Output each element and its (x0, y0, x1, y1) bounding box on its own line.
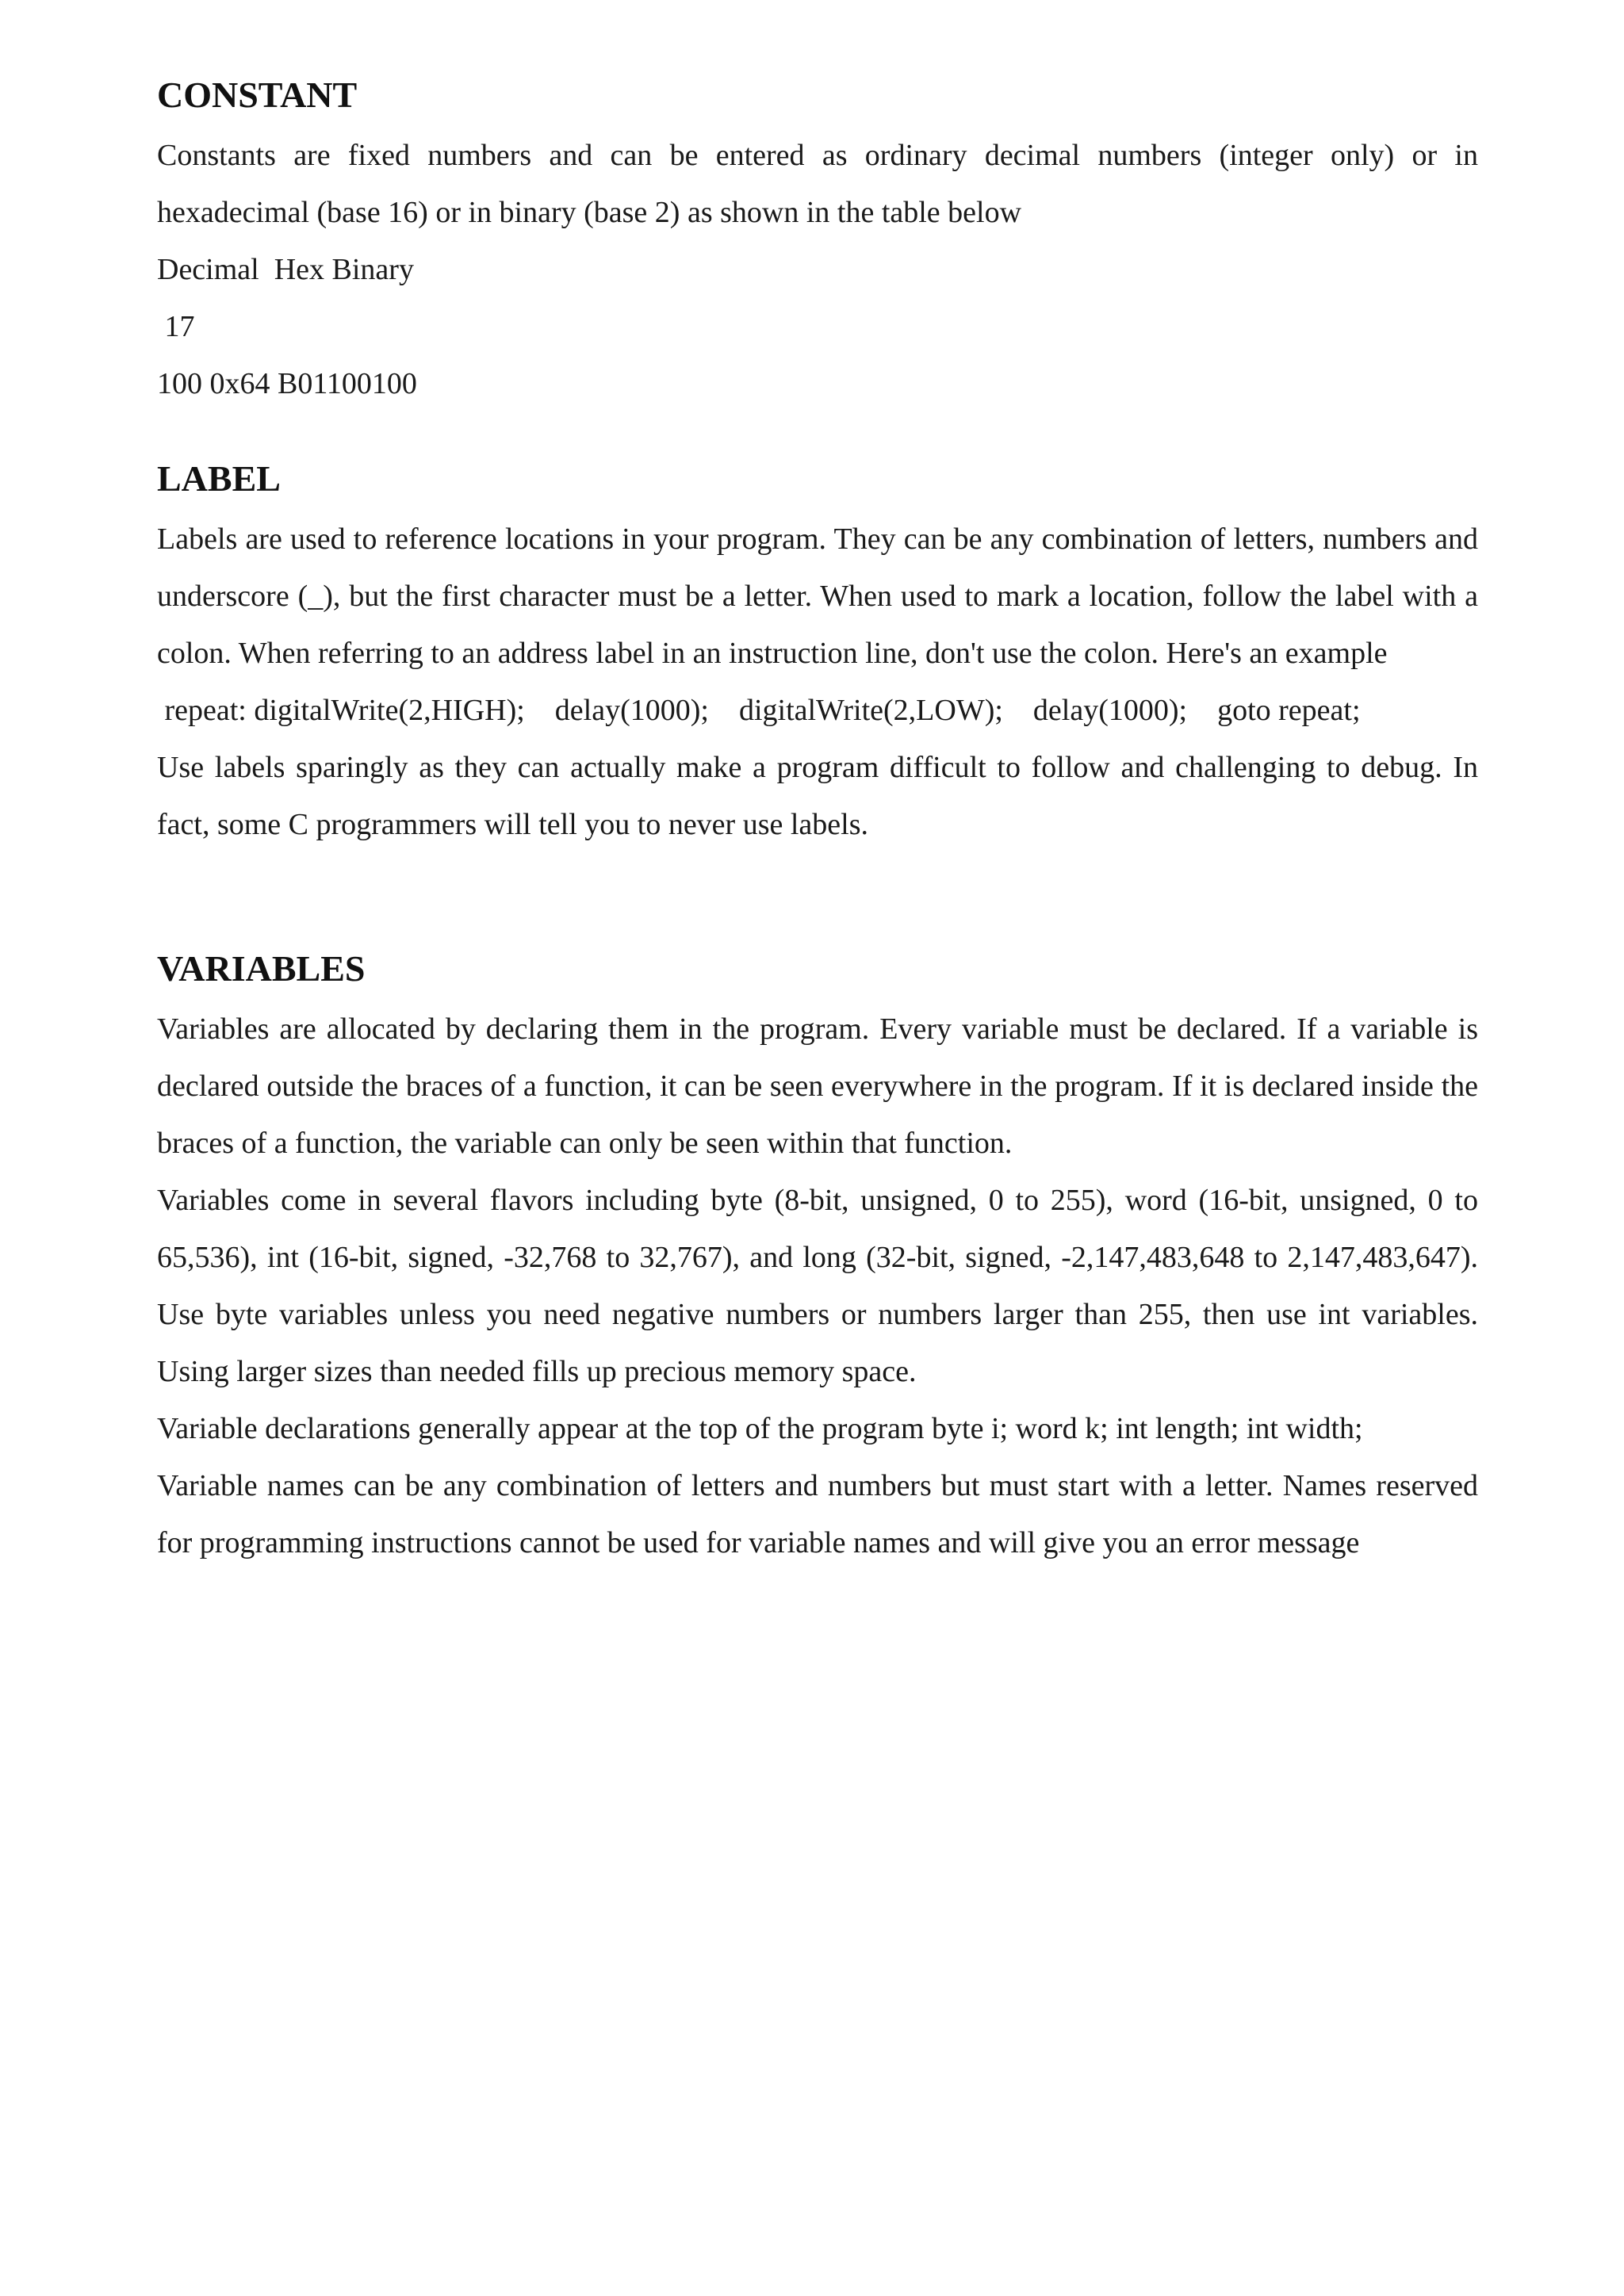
constant-table-row-2: 100 0x64 B01100100 (157, 367, 417, 400)
variables-section (157, 945, 1478, 1571)
constant-intro-paragraph: Constants are fixed numbers and can be entered as ordinary decimal numbers (integer only) or in hexadecimal (base 16) or in binary (base 2) as shown in the table below (157, 139, 1478, 229)
section-spacer (157, 853, 1478, 945)
variables-paragraph-4: Variable names can be any combination of letters and numbers but must start with a letter. Names reserved for programming instructions cannot be used for variable names and will give you an error message (157, 1469, 1478, 1559)
label-code-example: repeat: digitalWrite(2,HIGH); delay(1000); digitalWrite(2,LOW); delay(1000); goto repeat; (157, 694, 1361, 727)
section-spacer (157, 412, 1478, 455)
label-intro-paragraph: Labels are used to reference locations in your program. They can be any combination of letters, numbers and underscore (_), but the first character must be a letter. When used to mark a location, follow the label with a colon. When referring to an address label in an instruction line, don't use the colon. Here's an example (157, 522, 1478, 670)
label-advice-paragraph: Use labels sparingly as they can actually make a program difficult to follow and challenging to debug. In fact, some C programmers will tell you to never use labels. (157, 751, 1478, 841)
label-heading: LABEL (157, 458, 281, 499)
variables-paragraph-2: Variables come in several flavors including byte (8-bit, unsigned, 0 to 255), word (16-bit, unsigned, 0 to 65,536), int (16-bit, signed, -32,768 to 32,767), and long (32-bit, signed, -2,147,483,648 to 2,147,483,647). Use byte variables unless you need negative numbers or numbers larger than 255, then use int variables. Using larger sizes than needed fills up precious memory space. (157, 1184, 1478, 1388)
label-section (157, 455, 1478, 853)
constant-section (157, 71, 1478, 412)
variables-paragraph-3: Variable declarations generally appear at the top of the program byte i; word k; int length; int width; (157, 1412, 1363, 1445)
variables-paragraph-1: Variables are allocated by declaring them in the program. Every variable must be declared. If a variable is declared outside the braces of a function, it can be seen everywhere in the program. If it is declared inside the braces of a function, the variable can only be seen within that function. (157, 1012, 1478, 1160)
constant-table-row-1: 17 (157, 310, 195, 343)
document-page (157, 71, 1478, 1571)
constant-heading: CONSTANT (157, 75, 358, 115)
constant-table-header: Decimal Hex Binary (157, 253, 414, 286)
variables-heading: VARIABLES (157, 948, 366, 989)
